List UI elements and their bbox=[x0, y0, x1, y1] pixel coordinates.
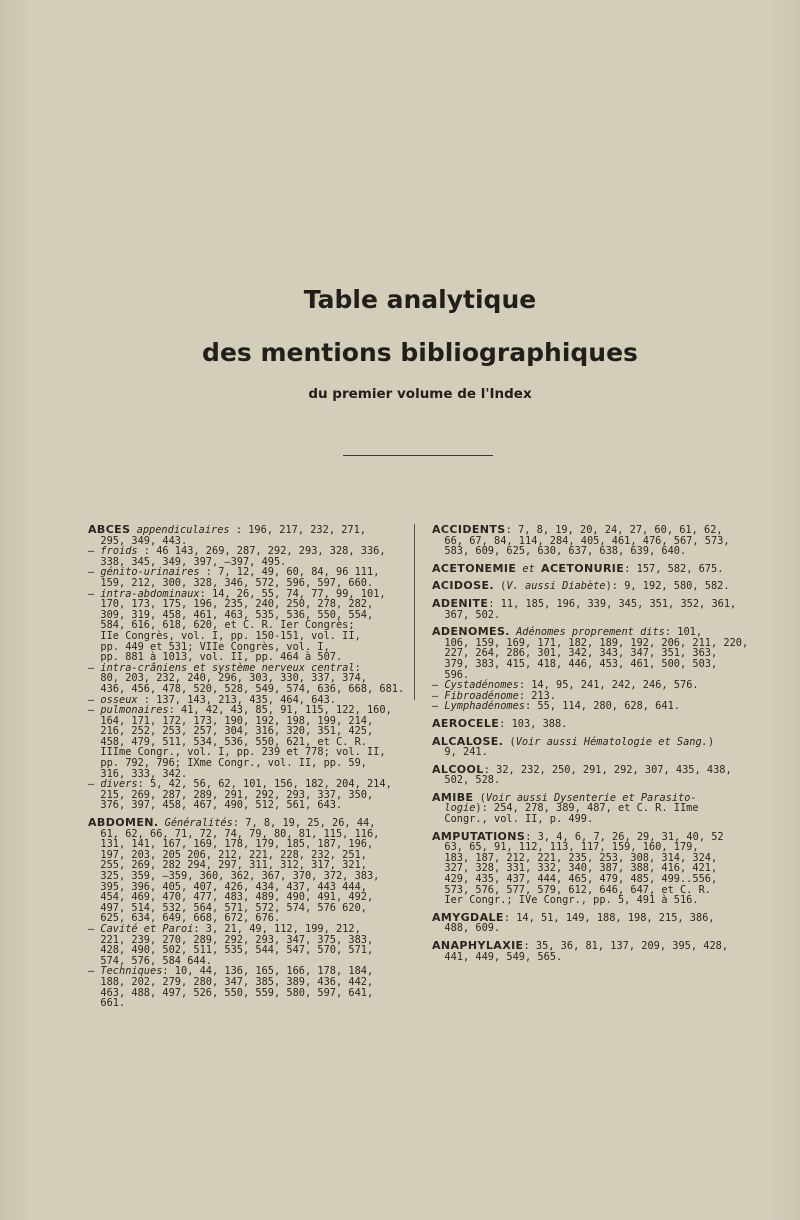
index-text: ( bbox=[503, 735, 516, 748]
index-text: : 5, 42, 56, 62, 101, 156, 182, 204, 214, bbox=[137, 778, 392, 791]
index-text: — bbox=[88, 545, 101, 558]
index-subhead: Cystadénomes bbox=[444, 679, 519, 692]
index-text: : 137, 143, 213, 435, 464, 643. bbox=[137, 693, 336, 706]
index-headword: ACIDOSE. bbox=[432, 579, 494, 593]
index-text: 309, 319, 458, 461, 463, 535, 536, 550, 554, bbox=[88, 608, 374, 621]
index-line bbox=[432, 659, 752, 670]
index-text: : 14, 95, 241, 242, 246, 576. bbox=[518, 679, 699, 692]
index-entry-anaphylaxie bbox=[432, 941, 752, 962]
index-text: 106, 159, 169, 171, 182, 189, 192, 206, 211, 220, bbox=[432, 636, 749, 649]
index-text: 367, 502. bbox=[432, 608, 501, 621]
title-divider bbox=[343, 455, 493, 456]
index-text: 584, 616, 618, 620, et C. R. Ier Congrès; bbox=[88, 619, 355, 632]
index-text: ( bbox=[473, 791, 486, 804]
index-text: Ier Congr.; IVe Congr., pp. 5, 491 à 516. bbox=[432, 894, 699, 907]
index-text: — bbox=[432, 679, 445, 692]
index-line bbox=[432, 923, 752, 934]
index-text: — bbox=[88, 704, 101, 717]
index-text: 183, 187, 212, 221, 235, 253, 308, 314, 324, bbox=[432, 851, 718, 864]
page-caption: du premier volume de l'Index bbox=[308, 386, 532, 402]
index-text: — bbox=[88, 566, 101, 579]
index-text: 502, 528. bbox=[432, 774, 501, 787]
index-subhead: logie bbox=[444, 802, 476, 815]
index-text: — bbox=[88, 922, 101, 935]
index-line bbox=[432, 581, 752, 592]
index-text: 488, 609. bbox=[432, 922, 501, 935]
index-subhead: appendiculaires bbox=[130, 524, 230, 536]
index-text: : 14, 51, 149, 188, 198, 215, 386, bbox=[503, 911, 715, 924]
index-text: pp. 881 à 1013, vol. II, pp. 464 à 507. bbox=[88, 651, 343, 664]
index-text: 454, 469, 470, 477, 483, 489, 490, 491, 492, bbox=[88, 891, 374, 904]
index-column-right bbox=[432, 525, 752, 962]
index-text: 596. bbox=[432, 668, 470, 681]
index-entry-abdomen bbox=[88, 818, 408, 1009]
index-text: 295, 349, 443. bbox=[88, 534, 188, 547]
index-subhead: Cavité et Paroi bbox=[100, 922, 194, 935]
index-text: 441, 449, 549, 565. bbox=[432, 950, 563, 963]
index-text: — bbox=[432, 689, 445, 702]
index-headword: ABCES bbox=[88, 523, 131, 536]
index-text: 188, 202, 279, 280, 347, 385, 389, 436, 442, bbox=[88, 975, 374, 988]
column-divider bbox=[414, 524, 415, 700]
index-text: 458, 479, 511, 534, 536, 550, 621, et C. R. bbox=[88, 735, 367, 748]
index-subhead: Voir aussi Dysenterie et Parasito- bbox=[485, 791, 697, 804]
index-text: : 3, 21, 49, 112, 199, 212, bbox=[193, 922, 361, 935]
index-line bbox=[432, 814, 752, 825]
index-text: : 101, bbox=[664, 626, 703, 639]
index-text: — bbox=[88, 778, 101, 791]
index-subhead: osseux bbox=[100, 693, 138, 706]
index-headword: ALCALOSE. bbox=[432, 734, 504, 748]
index-text: : 32, 232, 250, 291, 292, 307, 435, 438, bbox=[483, 763, 732, 776]
index-text: : 55, 114, 280, 628, 641. bbox=[525, 700, 680, 713]
index-subhead: intra-abdominaux bbox=[100, 587, 200, 600]
index-line bbox=[432, 701, 752, 712]
index-text: — bbox=[88, 587, 101, 600]
index-text: : 196, 217, 232, 271, bbox=[229, 524, 367, 536]
index-text: — bbox=[88, 661, 101, 674]
index-text: 221, 239, 270, 289, 292, 293, 347, 375, 383, bbox=[88, 933, 374, 946]
index-entry-acidose bbox=[432, 581, 752, 592]
index-entry-adenomes bbox=[432, 627, 752, 712]
index-text: 376, 397, 458, 467, 490, 512, 561, 643. bbox=[88, 799, 343, 812]
index-text: 227, 264, 286, 301, 342, 343, 347, 351, 363, bbox=[432, 647, 718, 660]
index-line bbox=[88, 998, 408, 1009]
index-text: : 3, 4, 6, 7, 26, 29, 31, 40, 52 bbox=[525, 830, 724, 843]
index-entry-alcool bbox=[432, 762, 752, 787]
index-text: 255, 269, 282 294, 297, 311, 312, 317, 321, bbox=[88, 859, 367, 872]
page-subtitle: des mentions bibliographiques bbox=[202, 338, 638, 367]
index-subhead: pulmonaires bbox=[100, 704, 169, 717]
index-text: : 157, 582, 675. bbox=[624, 562, 724, 575]
index-text: 497, 514, 532, 564, 571, 572, 574, 576 620, bbox=[88, 901, 367, 914]
index-entry-alcalose bbox=[432, 734, 752, 759]
index-entry-aerocele bbox=[432, 716, 752, 730]
index-text: 159, 212, 300, 328, 346, 572, 596, 597, 660. bbox=[88, 576, 374, 589]
index-headword: ABDOMEN. bbox=[88, 816, 159, 830]
index-headword: ANAPHYLAXIE bbox=[432, 939, 524, 952]
index-text: : 41, 42, 43, 85, 91, 115, 122, 160, bbox=[168, 704, 392, 717]
index-line bbox=[432, 716, 752, 730]
index-headword: ADENITE bbox=[432, 596, 489, 610]
index-subhead: Généralités bbox=[158, 817, 233, 830]
index-text: : 7, 8, 19, 25, 26, 44, bbox=[232, 817, 376, 830]
index-subhead: Adénomes proprement dits bbox=[509, 626, 665, 639]
index-text: 61, 62, 66, 71, 72, 74, 79, 80, 81, 115, 116, bbox=[88, 827, 380, 840]
index-line bbox=[88, 800, 408, 811]
index-text: 463, 488, 497, 526, 550, 559, 580, 597, 641, bbox=[88, 986, 374, 999]
index-text: 63, 65, 91, 112, 113, 117, 159, 160, 179, bbox=[432, 841, 699, 854]
index-entry-adenite bbox=[432, 596, 752, 621]
index-entry-amputations bbox=[432, 829, 752, 907]
index-text: 170, 173, 175, 196, 235, 240, 250, 278, 282, bbox=[88, 598, 374, 611]
index-text: 436, 456, 478, 520, 528, 549, 574, 636, 668, 681. bbox=[88, 682, 405, 695]
index-text: 197, 203, 205 206, 212, 221, 228, 232, 251, bbox=[88, 848, 367, 861]
index-entry-amygdale bbox=[432, 910, 752, 935]
index-entry-accidents bbox=[432, 525, 752, 557]
index-text: 164, 171, 172, 173, 190, 192, 198, 199, 214, bbox=[88, 714, 374, 727]
index-line bbox=[432, 546, 752, 557]
index-text: pp. 449 et 531; VIIe Congrès, vol. I, bbox=[88, 640, 330, 653]
index-text: 216, 252, 253, 257, 304, 316, 320, 351, 425, bbox=[88, 725, 374, 738]
index-text: 66, 67, 84, 114, 284, 405, 461, 476, 567, 573, bbox=[432, 534, 730, 547]
index-line bbox=[88, 988, 408, 999]
index-subhead: divers bbox=[100, 778, 138, 791]
index-subhead: intra-crâniens et système nerveux central bbox=[100, 661, 355, 674]
index-line bbox=[432, 952, 752, 963]
index-subhead: Techniques bbox=[100, 965, 163, 978]
index-text: — bbox=[88, 693, 101, 706]
index-line bbox=[432, 895, 752, 906]
index-headword: ACETONEMIE bbox=[432, 561, 517, 575]
index-text: 395, 396, 405, 407, 426, 434, 437, 443 444, bbox=[88, 880, 367, 893]
index-subhead: Fibroadénome bbox=[444, 689, 519, 702]
index-text: : bbox=[354, 661, 361, 674]
index-text: 316, 333, 342. bbox=[88, 767, 188, 780]
index-text: 379, 383, 415, 418, 446, 453, 461, 500, 503, bbox=[432, 657, 718, 670]
index-text: IIIme Congr., vol. I, pp. 239 et 778; vol. II, bbox=[88, 746, 386, 759]
index-headword: ACETONURIE bbox=[541, 561, 625, 575]
index-text: 661. bbox=[88, 997, 126, 1010]
index-text: 625, 634, 649, 668, 672, 676. bbox=[88, 912, 281, 925]
index-text: 573, 576, 577, 579, 612, 646, 647, et C. R. bbox=[432, 883, 711, 896]
index-text: 215, 269, 287, 289, 291, 292, 293, 337, 350, bbox=[88, 788, 374, 801]
index-subhead: froids bbox=[100, 545, 138, 558]
index-headword: AMYGDALE bbox=[432, 910, 504, 924]
index-entry-abces bbox=[88, 525, 408, 811]
index-line bbox=[432, 747, 752, 758]
index-text: 338, 345, 349, 397, —397, 495. bbox=[88, 555, 287, 568]
index-text: IIe Congrès, vol. I, pp. 150-151, vol. II, bbox=[88, 629, 361, 642]
index-headword: AEROCELE bbox=[432, 716, 500, 730]
index-text: : 14, 26, 55, 74, 77, 99, 101, bbox=[199, 587, 386, 600]
index-headword: ACCIDENTS bbox=[432, 523, 506, 536]
index-text: 574, 576, 584 644. bbox=[88, 954, 212, 967]
index-text: pp. 792, 796; IXme Congr., vol. II, pp. 59, bbox=[88, 757, 367, 770]
index-text: : 35, 36, 81, 137, 209, 395, 428, bbox=[523, 940, 729, 952]
index-subhead: V. aussi Diabète bbox=[506, 580, 606, 593]
index-headword: ALCOOL bbox=[432, 762, 484, 776]
index-subhead: Lymphadénomes bbox=[444, 700, 525, 713]
index-text: : 7, 12, 49, 60, 84, 96 111, bbox=[199, 566, 380, 579]
index-text: 325, 359, —359, 360, 362, 367, 370, 372, 383, bbox=[88, 870, 380, 882]
index-text: 131, 141, 167, 169, 178, 179, 185, 187, 196, bbox=[88, 838, 374, 851]
index-entry-acetonemie bbox=[432, 561, 752, 575]
index-line bbox=[432, 561, 752, 575]
index-subhead: Voir aussi Hématologie et Sang. bbox=[515, 735, 708, 748]
index-text: 583, 609, 625, 630, 637, 638, 639, 640. bbox=[432, 545, 687, 558]
index-text: Congr., vol. II, p. 499. bbox=[432, 813, 594, 826]
index-text: ( bbox=[493, 580, 507, 593]
index-subhead: génito-urinaires bbox=[100, 566, 200, 579]
index-text: : 11, 185, 196, 339, 345, 351, 352, 361, bbox=[488, 597, 737, 610]
index-text: : 10, 44, 136, 165, 166, 178, 184, bbox=[162, 965, 374, 978]
index-text: : 7, 8, 19, 20, 24, 27, 60, 61, 62, bbox=[505, 524, 723, 536]
index-subhead: et bbox=[516, 562, 542, 575]
index-text: 9, 241. bbox=[432, 746, 488, 759]
index-text: ) bbox=[707, 735, 715, 748]
index-line bbox=[432, 610, 752, 621]
index-headword: ADENOMES. bbox=[432, 625, 510, 639]
index-text: — bbox=[432, 700, 445, 713]
index-text: : 46 143, 269, 287, 292, 293, 328, 336, bbox=[137, 545, 386, 558]
index-headword: AMPUTATIONS bbox=[432, 829, 526, 843]
index-text: — bbox=[88, 965, 101, 978]
index-text: ): 9, 192, 580, 582. bbox=[605, 580, 730, 593]
index-text: 429, 435, 437, 444, 465, 479, 485, 499..556, bbox=[432, 873, 718, 886]
index-line bbox=[432, 775, 752, 786]
index-column-left bbox=[88, 525, 408, 1009]
index-text: : 103, 388. bbox=[499, 717, 568, 730]
index-text: 80, 203, 232, 240, 296, 303, 330, 337, 374, bbox=[88, 672, 367, 685]
index-headword: AMIBE bbox=[432, 790, 474, 804]
index-text: 428, 490, 502, 511, 535, 544, 547, 570, 571, bbox=[88, 944, 374, 957]
index-text: : 213. bbox=[518, 689, 557, 702]
index-text: 327, 328, 331, 332, 340, 387, 388, 416, 421, bbox=[432, 862, 718, 875]
index-text: ): 254, 278, 389, 487, et C. R. IIme bbox=[475, 802, 699, 815]
page-title: Table analytique bbox=[303, 285, 537, 314]
index-entry-amibe bbox=[432, 790, 752, 826]
